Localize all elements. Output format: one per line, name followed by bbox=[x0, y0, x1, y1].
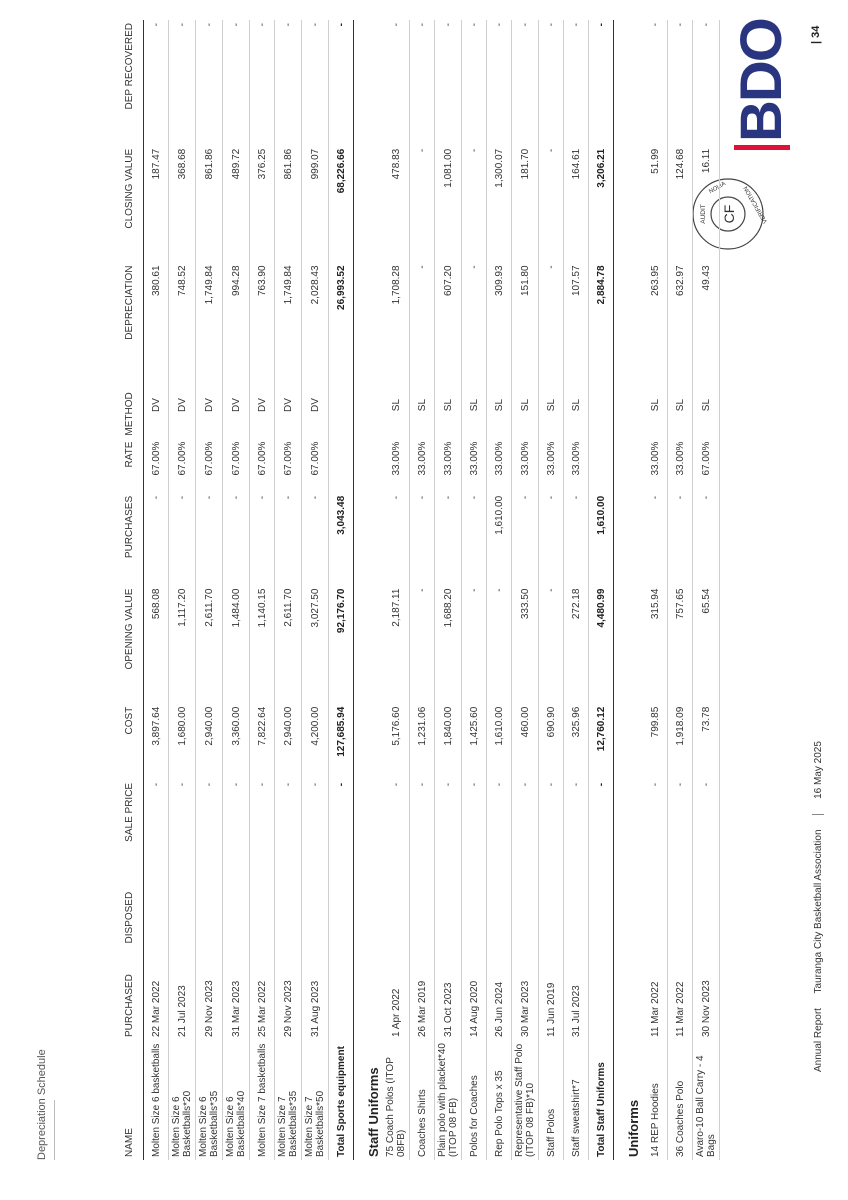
cell-closing-value: 368.68 bbox=[169, 146, 196, 263]
cell-rate: 67.00% bbox=[250, 439, 275, 493]
cell-closing-value: 1,300.07 bbox=[487, 146, 512, 263]
cell-sale-price: - bbox=[435, 780, 462, 868]
cell-purchased: 11 Jun 2019 bbox=[539, 947, 564, 1040]
cell-disposed bbox=[144, 868, 169, 946]
cell-closing-value: - bbox=[462, 146, 487, 263]
cell-rate: 67.00% bbox=[169, 439, 196, 493]
cell-closing-value: 187.47 bbox=[144, 146, 169, 263]
cell-name: Plain polo with placket*40 (ITOP 08 FB) bbox=[435, 1040, 462, 1160]
cell-name: Polos for Coaches bbox=[462, 1040, 487, 1160]
cell-opening-value: - bbox=[462, 586, 487, 704]
cell-purchased: 22 Mar 2022 bbox=[144, 947, 169, 1040]
cell-disposed bbox=[275, 868, 302, 946]
cell-rate: 33.00% bbox=[643, 439, 668, 493]
cell-purchases: - bbox=[462, 493, 487, 586]
cell-cost: 1,610.00 bbox=[487, 704, 512, 780]
footer-organisation: Tauranga City Basketball Association bbox=[812, 829, 824, 994]
table-row bbox=[410, 20, 435, 1160]
cell-cost: 7,822.64 bbox=[250, 704, 275, 780]
cell-sale-price: - bbox=[196, 780, 223, 868]
cell-disposed bbox=[383, 868, 410, 946]
cell-closing-value: 51.99 bbox=[643, 146, 668, 263]
cell-method: SL bbox=[564, 372, 589, 439]
cell-purchased: 29 Nov 2023 bbox=[275, 947, 302, 1040]
cell-cost: 1,840.00 bbox=[435, 704, 462, 780]
cell-name: Avaro-10 Ball Carry - 4 Bags bbox=[693, 1040, 720, 1160]
table-body bbox=[144, 20, 720, 1160]
cell-disposed bbox=[693, 868, 720, 946]
cell-purchased: 30 Mar 2023 bbox=[512, 947, 539, 1040]
cell-depreciation: 309.93 bbox=[487, 262, 512, 371]
cell-dep-recovered: - bbox=[144, 20, 169, 146]
cell-purchases: 1,610.00 bbox=[589, 493, 614, 586]
table-row bbox=[435, 20, 462, 1160]
cell-purchases: - bbox=[223, 493, 250, 586]
cell-rate: 67.00% bbox=[275, 439, 302, 493]
cell-sale-price: - bbox=[539, 780, 564, 868]
cell-purchased: 31 Jul 2023 bbox=[564, 947, 589, 1040]
cell-purchased: 26 Jun 2024 bbox=[487, 947, 512, 1040]
cell-depreciation: 1,708.28 bbox=[383, 262, 410, 371]
cell-depreciation: 151.80 bbox=[512, 262, 539, 371]
cell-opening-value: 2,611.70 bbox=[275, 586, 302, 704]
cell-rate: 33.00% bbox=[435, 439, 462, 493]
cell-closing-value: 16.11 bbox=[693, 146, 720, 263]
table-row bbox=[383, 20, 410, 1160]
cell-cost: 460.00 bbox=[512, 704, 539, 780]
cell-dep-recovered: - bbox=[512, 20, 539, 146]
depreciation-table bbox=[120, 20, 720, 1160]
cell-name: Staff Polos bbox=[539, 1040, 564, 1160]
table-row bbox=[487, 20, 512, 1160]
cell-purchases: - bbox=[302, 493, 329, 586]
cell-disposed bbox=[564, 868, 589, 946]
cell-depreciation: 994.28 bbox=[223, 262, 250, 371]
cell-purchases: - bbox=[169, 493, 196, 586]
cell-dep-recovered: - bbox=[643, 20, 668, 146]
stamp-center: CF bbox=[721, 204, 737, 224]
cell-opening-value: 2,187.11 bbox=[383, 586, 410, 704]
cell-closing-value: 489.72 bbox=[223, 146, 250, 263]
cell-cost: 2,940.00 bbox=[275, 704, 302, 780]
cell-depreciation: 748.52 bbox=[169, 262, 196, 371]
stamp-right: NOLIA bbox=[708, 181, 727, 196]
cell-dep-recovered: - bbox=[275, 20, 302, 146]
bdo-logo bbox=[729, 19, 794, 150]
col-cost: COST bbox=[120, 704, 144, 780]
cell-method: DV bbox=[169, 372, 196, 439]
cell-cost: 127,685.94 bbox=[329, 704, 354, 780]
cell-closing-value: 861.86 bbox=[196, 146, 223, 263]
cell-name: Rep Polo Tops x 35 bbox=[487, 1040, 512, 1160]
cell-rate: 67.00% bbox=[144, 439, 169, 493]
cell-name: 36 Coaches Polo bbox=[668, 1040, 693, 1160]
cell-sale-price: - bbox=[512, 780, 539, 868]
footer bbox=[812, 729, 824, 1072]
cell-rate: 33.00% bbox=[487, 439, 512, 493]
cell-depreciation: 263.95 bbox=[643, 262, 668, 371]
cell-name: Molten Size 6 basketballs bbox=[144, 1040, 169, 1160]
cell-purchases: - bbox=[512, 493, 539, 586]
cell-sale-price: - bbox=[329, 780, 354, 868]
cell-disposed bbox=[462, 868, 487, 946]
cell-depreciation: 632.97 bbox=[668, 262, 693, 371]
col-name: NAME bbox=[120, 1040, 144, 1160]
stamp-top: AUDIT bbox=[700, 204, 707, 224]
cell-name: Molten Size 7 basketballs bbox=[250, 1040, 275, 1160]
table-row bbox=[302, 20, 329, 1160]
cell-purchased: 31 Aug 2023 bbox=[302, 947, 329, 1040]
cell-method: DV bbox=[223, 372, 250, 439]
cell-sale-price: - bbox=[487, 780, 512, 868]
col-rate: RATE bbox=[120, 439, 144, 493]
table-row bbox=[668, 20, 693, 1160]
cell-purchases: - bbox=[668, 493, 693, 586]
cell-closing-value: 68,226.66 bbox=[329, 146, 354, 263]
col-opening-value: OPENING VALUE bbox=[120, 586, 144, 704]
cell-name: Representative Staff Polo (ITOP 08 FB)*10 bbox=[512, 1040, 539, 1160]
cell-purchased: 30 Nov 2023 bbox=[693, 947, 720, 1040]
cell-opening-value: 1,484.00 bbox=[223, 586, 250, 704]
cell-cost: 2,940.00 bbox=[196, 704, 223, 780]
cell-purchases: - bbox=[144, 493, 169, 586]
cell-closing-value: 478.83 bbox=[383, 146, 410, 263]
cell-method: SL bbox=[462, 372, 487, 439]
cell-disposed bbox=[512, 868, 539, 946]
cell-depreciation: 49.43 bbox=[693, 262, 720, 371]
cell-depreciation: 2,884.78 bbox=[589, 262, 614, 371]
cell-method bbox=[589, 372, 614, 439]
cell-dep-recovered: - bbox=[223, 20, 250, 146]
cell-opening-value: 3,027.50 bbox=[302, 586, 329, 704]
section-heading: Uniforms bbox=[626, 1099, 641, 1157]
footer-report: Annual Report bbox=[812, 1008, 824, 1072]
cell-name: 14 REP Hoodies bbox=[643, 1040, 668, 1160]
col-depreciation: DEPRECIATION bbox=[120, 262, 144, 371]
cell-sale-price: - bbox=[668, 780, 693, 868]
cell-opening-value: 2,611.70 bbox=[196, 586, 223, 704]
total-row bbox=[589, 20, 614, 1160]
cell-sale-price: - bbox=[250, 780, 275, 868]
cell-closing-value: 1,081.00 bbox=[435, 146, 462, 263]
cell-dep-recovered: - bbox=[196, 20, 223, 146]
cell-depreciation: 107.57 bbox=[564, 262, 589, 371]
cell-dep-recovered: - bbox=[487, 20, 512, 146]
cell-method: SL bbox=[643, 372, 668, 439]
cell-disposed bbox=[223, 868, 250, 946]
cell-dep-recovered: - bbox=[329, 20, 354, 146]
col-closing-value: CLOSING VALUE bbox=[120, 146, 144, 263]
title-underline bbox=[54, 1100, 55, 1160]
cell-depreciation: 1,749.84 bbox=[275, 262, 302, 371]
cell-method: SL bbox=[539, 372, 564, 439]
cell-method: SL bbox=[435, 372, 462, 439]
cell-name: 75 Coach Polos (ITOP 08FB) bbox=[383, 1040, 410, 1160]
cell-depreciation: - bbox=[462, 262, 487, 371]
table-row bbox=[144, 20, 169, 1160]
cell-name: Total Sports equipment bbox=[329, 1040, 354, 1160]
cell-method: SL bbox=[410, 372, 435, 439]
cell-method: SL bbox=[693, 372, 720, 439]
cell-rate: 33.00% bbox=[539, 439, 564, 493]
cell-purchases: - bbox=[275, 493, 302, 586]
cell-sale-price: - bbox=[223, 780, 250, 868]
cell-disposed bbox=[250, 868, 275, 946]
cell-dep-recovered: - bbox=[589, 20, 614, 146]
cell-cost: 1,918.09 bbox=[668, 704, 693, 780]
table-row bbox=[643, 20, 668, 1160]
cell-rate: 33.00% bbox=[512, 439, 539, 493]
cell-opening-value: 315.94 bbox=[643, 586, 668, 704]
table-row bbox=[169, 20, 196, 1160]
cell-purchased: 14 Aug 2020 bbox=[462, 947, 487, 1040]
cell-opening-value: 1,140.15 bbox=[250, 586, 275, 704]
cell-disposed bbox=[169, 868, 196, 946]
cell-cost: 3,897.64 bbox=[144, 704, 169, 780]
cell-disposed bbox=[539, 868, 564, 946]
cell-purchases: - bbox=[410, 493, 435, 586]
cell-name: Total Staff Uniforms bbox=[589, 1040, 614, 1160]
cell-closing-value: 999.07 bbox=[302, 146, 329, 263]
table-row bbox=[250, 20, 275, 1160]
cell-depreciation: 2,028.43 bbox=[302, 262, 329, 371]
cell-rate bbox=[589, 439, 614, 493]
cell-dep-recovered: - bbox=[693, 20, 720, 146]
col-purchases: PURCHASES bbox=[120, 493, 144, 586]
cell-rate: 67.00% bbox=[196, 439, 223, 493]
cell-purchases: - bbox=[564, 493, 589, 586]
cell-depreciation: - bbox=[410, 262, 435, 371]
cell-method: SL bbox=[383, 372, 410, 439]
section-heading-row bbox=[354, 20, 384, 1160]
cell-sale-price: - bbox=[144, 780, 169, 868]
cell-purchases: - bbox=[693, 493, 720, 586]
cell-purchases: - bbox=[383, 493, 410, 586]
cell-purchased bbox=[329, 947, 354, 1040]
cell-sale-price: - bbox=[275, 780, 302, 868]
cell-purchased: 11 Mar 2022 bbox=[668, 947, 693, 1040]
cell-depreciation: 763.90 bbox=[250, 262, 275, 371]
cell-dep-recovered: - bbox=[383, 20, 410, 146]
cell-purchased bbox=[589, 947, 614, 1040]
cell-sale-price: - bbox=[589, 780, 614, 868]
cell-dep-recovered: - bbox=[539, 20, 564, 146]
cell-name: Molten Size 7 Basketballs*35 bbox=[275, 1040, 302, 1160]
cell-disposed bbox=[329, 868, 354, 946]
cell-sale-price: - bbox=[302, 780, 329, 868]
cell-cost: 3,360.00 bbox=[223, 704, 250, 780]
cell-disposed bbox=[668, 868, 693, 946]
cell-depreciation: - bbox=[539, 262, 564, 371]
cell-dep-recovered: - bbox=[668, 20, 693, 146]
cell-purchased: 29 Nov 2023 bbox=[196, 947, 223, 1040]
cell-rate: 33.00% bbox=[668, 439, 693, 493]
cell-method bbox=[329, 372, 354, 439]
cell-rate bbox=[329, 439, 354, 493]
cell-disposed bbox=[410, 868, 435, 946]
cell-purchases: - bbox=[643, 493, 668, 586]
cell-opening-value: 757.65 bbox=[668, 586, 693, 704]
cell-cost: 690.90 bbox=[539, 704, 564, 780]
cell-cost: 5,176.60 bbox=[383, 704, 410, 780]
cell-opening-value: 1,688.20 bbox=[435, 586, 462, 704]
table-row bbox=[223, 20, 250, 1160]
cell-dep-recovered: - bbox=[302, 20, 329, 146]
cell-closing-value: - bbox=[410, 146, 435, 263]
cell-opening-value: 65.54 bbox=[693, 586, 720, 704]
cell-dep-recovered: - bbox=[410, 20, 435, 146]
page-number: | 34 bbox=[810, 25, 822, 44]
table-row bbox=[512, 20, 539, 1160]
cell-opening-value: - bbox=[539, 586, 564, 704]
cell-method: SL bbox=[512, 372, 539, 439]
table-row bbox=[275, 20, 302, 1160]
cell-cost: 1,425.60 bbox=[462, 704, 487, 780]
footer-date: 16 May 2025 bbox=[812, 741, 824, 799]
cell-closing-value: 181.70 bbox=[512, 146, 539, 263]
table-row bbox=[196, 20, 223, 1160]
section-heading-row bbox=[614, 20, 644, 1160]
cell-method: DV bbox=[144, 372, 169, 439]
table-row bbox=[539, 20, 564, 1160]
cell-purchased: 11 Mar 2022 bbox=[643, 947, 668, 1040]
cell-cost: 1,680.00 bbox=[169, 704, 196, 780]
cell-cost: 73.78 bbox=[693, 704, 720, 780]
total-row bbox=[329, 20, 354, 1160]
cell-name: Coaches Shirts bbox=[410, 1040, 435, 1160]
cell-cost: 325.96 bbox=[564, 704, 589, 780]
cell-disposed bbox=[589, 868, 614, 946]
cell-method: DV bbox=[250, 372, 275, 439]
cell-purchases: 1,610.00 bbox=[487, 493, 512, 586]
cell-sale-price: - bbox=[383, 780, 410, 868]
header-row bbox=[120, 20, 144, 1160]
cell-name: Staff sweatshirt*7 bbox=[564, 1040, 589, 1160]
table-row bbox=[564, 20, 589, 1160]
cell-opening-value: 4,480.99 bbox=[589, 586, 614, 704]
cell-opening-value: - bbox=[410, 586, 435, 704]
cell-purchases: - bbox=[539, 493, 564, 586]
cell-name: Molten Size 7 Basketballs*50 bbox=[302, 1040, 329, 1160]
cell-disposed bbox=[302, 868, 329, 946]
cell-closing-value: 3,206.21 bbox=[589, 146, 614, 263]
cell-closing-value: 376.25 bbox=[250, 146, 275, 263]
logo-text: BDO bbox=[729, 19, 794, 142]
cell-sale-price: - bbox=[169, 780, 196, 868]
cell-disposed bbox=[196, 868, 223, 946]
cell-dep-recovered: - bbox=[435, 20, 462, 146]
cell-rate: 67.00% bbox=[223, 439, 250, 493]
cell-cost: 4,200.00 bbox=[302, 704, 329, 780]
cell-sale-price: - bbox=[693, 780, 720, 868]
table-row bbox=[462, 20, 487, 1160]
cell-rate: 33.00% bbox=[410, 439, 435, 493]
cell-rate: 33.00% bbox=[383, 439, 410, 493]
cell-purchases: - bbox=[250, 493, 275, 586]
cell-name: Molten Size 6 Basketballs*40 bbox=[223, 1040, 250, 1160]
footer-separator bbox=[812, 814, 824, 815]
cell-closing-value: 861.86 bbox=[275, 146, 302, 263]
cell-purchased: 26 Mar 2019 bbox=[410, 947, 435, 1040]
cell-closing-value: - bbox=[539, 146, 564, 263]
cell-rate: 67.00% bbox=[693, 439, 720, 493]
section-heading: Staff Uniforms bbox=[366, 1067, 381, 1157]
cell-method: SL bbox=[668, 372, 693, 439]
cell-sale-price: - bbox=[410, 780, 435, 868]
cell-disposed bbox=[643, 868, 668, 946]
cell-purchased: 31 Oct 2023 bbox=[435, 947, 462, 1040]
stamp-bottom: VERIFICATION bbox=[743, 185, 770, 224]
cell-dep-recovered: - bbox=[250, 20, 275, 146]
cell-depreciation: 380.61 bbox=[144, 262, 169, 371]
cell-method: SL bbox=[487, 372, 512, 439]
cell-opening-value: 272.18 bbox=[564, 586, 589, 704]
cell-sale-price: - bbox=[643, 780, 668, 868]
cell-purchased: 31 Mar 2023 bbox=[223, 947, 250, 1040]
cell-opening-value: - bbox=[487, 586, 512, 704]
cell-closing-value: 164.61 bbox=[564, 146, 589, 263]
cell-sale-price: - bbox=[462, 780, 487, 868]
cell-method: DV bbox=[275, 372, 302, 439]
logo-red-bar bbox=[734, 145, 790, 150]
cell-disposed bbox=[487, 868, 512, 946]
cell-rate: 33.00% bbox=[564, 439, 589, 493]
cell-method: DV bbox=[302, 372, 329, 439]
cell-depreciation: 1,749.84 bbox=[196, 262, 223, 371]
cell-rate: 67.00% bbox=[302, 439, 329, 493]
cell-dep-recovered: - bbox=[564, 20, 589, 146]
cell-disposed bbox=[435, 868, 462, 946]
cell-opening-value: 568.08 bbox=[144, 586, 169, 704]
document-title: Depreciation Schedule bbox=[36, 1049, 48, 1160]
col-disposed: DISPOSED bbox=[120, 868, 144, 946]
cell-name: Molten Size 6 Basketballs*35 bbox=[196, 1040, 223, 1160]
cell-dep-recovered: - bbox=[462, 20, 487, 146]
cell-purchases: - bbox=[196, 493, 223, 586]
cell-purchases: - bbox=[435, 493, 462, 586]
cell-depreciation: 26,993.52 bbox=[329, 262, 354, 371]
cell-sale-price: - bbox=[564, 780, 589, 868]
cell-purchased: 1 Apr 2022 bbox=[383, 947, 410, 1040]
cell-rate: 33.00% bbox=[462, 439, 487, 493]
col-dep-recovered: DEP RECOVERED bbox=[120, 20, 144, 146]
cell-purchased: 25 Mar 2022 bbox=[250, 947, 275, 1040]
cell-name: Molten Size 6 Basketballs*20 bbox=[169, 1040, 196, 1160]
cell-closing-value: 124.68 bbox=[668, 146, 693, 263]
cell-cost: 1,231.06 bbox=[410, 704, 435, 780]
col-purchased: PURCHASED bbox=[120, 947, 144, 1040]
cell-method: DV bbox=[196, 372, 223, 439]
cell-cost: 12,760.12 bbox=[589, 704, 614, 780]
cell-dep-recovered: - bbox=[169, 20, 196, 146]
cell-opening-value: 333.50 bbox=[512, 586, 539, 704]
table-row bbox=[693, 20, 720, 1160]
col-method: METHOD bbox=[120, 372, 144, 439]
cell-cost: 799.85 bbox=[643, 704, 668, 780]
cell-purchased: 21 Jul 2023 bbox=[169, 947, 196, 1040]
cell-purchases: 3,043.48 bbox=[329, 493, 354, 586]
cell-depreciation: 607.20 bbox=[435, 262, 462, 371]
col-sale-price: SALE PRICE bbox=[120, 780, 144, 868]
cell-opening-value: 92,176.70 bbox=[329, 586, 354, 704]
cell-opening-value: 1,117.20 bbox=[169, 586, 196, 704]
